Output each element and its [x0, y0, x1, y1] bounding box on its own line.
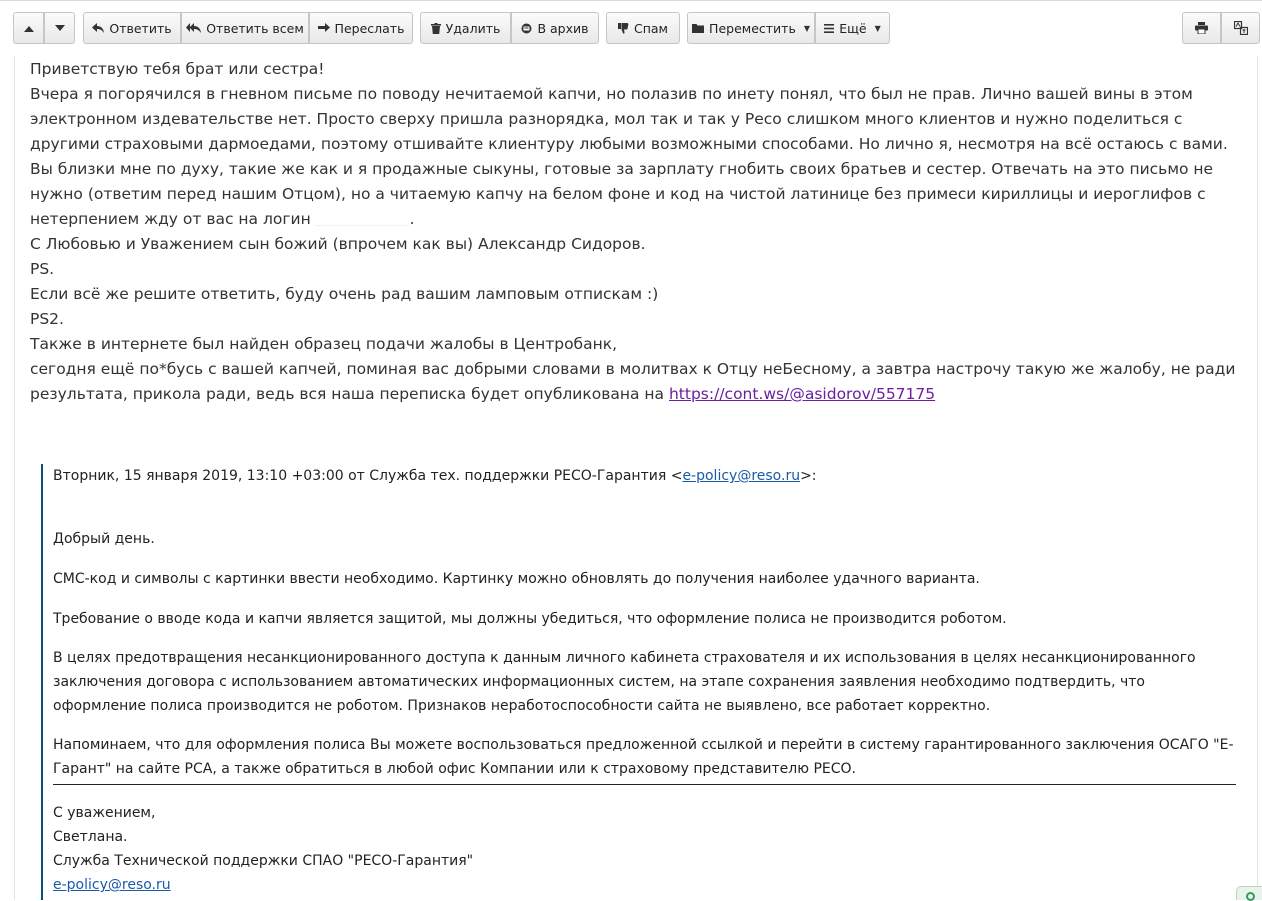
more-dropdown[interactable]	[815, 12, 890, 44]
signoff: С Любовью и Уважением сын божий (впрочем как вы) Александр Сидоров.	[30, 235, 646, 253]
divider	[53, 784, 1236, 785]
spam-button[interactable]	[606, 12, 680, 44]
quote-paragraph: Напоминаем, что для оформления полиса Вы можете воспользоваться предложенной ссылкой и перейти в систему гарантированного заключения ОСАГО "Е-Гарант" на сайте РСА, а также обратиться в любой офис Компании или к страховому представителю РЕСО.	[53, 737, 1234, 777]
paragraph-end: .	[409, 210, 415, 228]
chevron-down-icon: ▼	[874, 23, 881, 33]
paragraph-text: Вчера я погорячился в гневном письме по поводу нечитаемой капчи, но полазив по инету понял, что был не прав. Лично вашей вины в этом электронном издевательстве нет. Просто сверху пришла разнорядка, мол так и так у Ресо слишком много клиентов и нужно поделиться с другими страховыми дармоедами, поэтому отшивайте клиентуру любыми возможными способами. Но лично я, несмотря на всё остаюсь с вами. Вы близки мне по духу, такие же как и я продажные сыкуны, готовые за зарплату гнобить своих братьев и сестер. Отвечать на это письмо не нужно (ответим перед нашим Отцом), но а читаемую капчу на белом фоне и код на чистой латинице без примеси кириллицы и иероглифов с нетерпением жду от вас на логин	[30, 85, 1228, 228]
message-toolbar	[0, 0, 1262, 56]
publication-link[interactable]: https://cont.ws/@asidorov/557175	[668, 385, 936, 403]
quote-paragraph: Требование о вводе кода и капчи является защитой, мы должны убедиться, что оформление полиса не производится роботом.	[53, 611, 1007, 627]
move-label: Переместить	[709, 20, 796, 36]
status-badge[interactable]	[1236, 886, 1262, 900]
ps2-line-2-text: сегодня ещё по*бусь с вашей капчей, поминая вас добрыми словами в молитвах к Отцу неБесному, а завтра настрочу такую же жалобу, не ради результата, прикола ради, ведь вся наша переписка будет опубликована на	[30, 360, 1236, 403]
forward-icon	[318, 23, 330, 33]
folder-icon	[692, 23, 704, 33]
print-icon	[1195, 22, 1208, 34]
quote-paragraph: В целях предотвращения несанкционированного доступа к данным личного кабинета страхователя и их использования в целях несанкционированного заключения договора с использованием автоматических информационных систем, на этапе сохранения заявления необходимо подтвердить, что оформление полиса производится не роботом. Признаков неработоспособности сайта не выявлено, все работает корректно.	[53, 650, 1196, 714]
quote-header-end: >:	[800, 468, 817, 484]
ps-text: Если всё же решите ответить, буду очень рад вашим ламповым отпискам :)	[30, 285, 659, 303]
ps2-label: PS2.	[30, 310, 64, 328]
ps2-line-1: Также в интернете был найден образец подачи жалобы в Центробанк,	[30, 335, 618, 353]
chevron-down-icon: ▼	[803, 23, 810, 33]
greeting: Приветствую тебя брат или сестра!	[30, 60, 325, 78]
reply-all-icon	[186, 23, 201, 33]
reply-button[interactable]	[83, 12, 181, 44]
quote-header-text: Вторник, 15 января 2019, 13:10 +03:00 от Служба тех. поддержки РЕСО-Гарантия <	[53, 468, 683, 484]
reply-label: Ответить	[109, 20, 172, 36]
forward-label: Переслать	[334, 20, 405, 36]
paragraph	[30, 82, 1245, 232]
arrow-down-icon	[55, 25, 65, 32]
message-text	[30, 57, 1245, 407]
spam-label: Спам	[634, 20, 668, 36]
quoted-message	[41, 464, 1241, 900]
quote-header	[53, 464, 817, 488]
trash-icon	[431, 23, 441, 34]
more-label: Ещё	[839, 20, 867, 36]
previous-message-button[interactable]	[13, 12, 44, 44]
signature-company: Служба Технической поддержки СПАО "РЕСО-Гарантия"	[53, 853, 474, 869]
signature-name: Светлана.	[53, 829, 128, 845]
menu-icon	[824, 24, 834, 33]
redacted-login	[316, 213, 410, 226]
move-dropdown[interactable]	[687, 12, 815, 44]
reply-all-button[interactable]	[181, 12, 309, 44]
reply-all-label: Ответить всем	[206, 20, 304, 36]
quote-paragraph: СМС-код и символы с картинки ввести необходимо. Картинку можно обновлять до получения наиболее удачного варианта.	[53, 571, 980, 587]
signature	[53, 801, 473, 897]
quote-header-email-link[interactable]: e-policy@reso.ru	[682, 468, 801, 484]
message-body	[14, 56, 1258, 900]
signature-line: С уважением,	[53, 805, 156, 821]
quote-greeting: Добрый день.	[53, 531, 155, 547]
translate-button[interactable]	[1221, 12, 1260, 44]
delete-label: Удалить	[445, 20, 501, 36]
archive-icon	[521, 23, 532, 34]
delete-button[interactable]	[420, 12, 511, 44]
signature-email-link[interactable]: e-policy@reso.ru	[53, 877, 171, 893]
thumbs-down-icon	[618, 23, 629, 34]
print-button[interactable]	[1182, 12, 1221, 44]
reply-icon	[92, 23, 104, 33]
translate-icon	[1234, 21, 1248, 35]
ps2-line-2	[30, 357, 1245, 407]
arrow-up-icon	[24, 25, 34, 32]
forward-button[interactable]	[309, 12, 413, 44]
next-message-button[interactable]	[44, 12, 75, 44]
archive-button[interactable]	[511, 12, 599, 44]
ps-label: PS.	[30, 260, 55, 278]
archive-label: В архив	[537, 20, 589, 36]
